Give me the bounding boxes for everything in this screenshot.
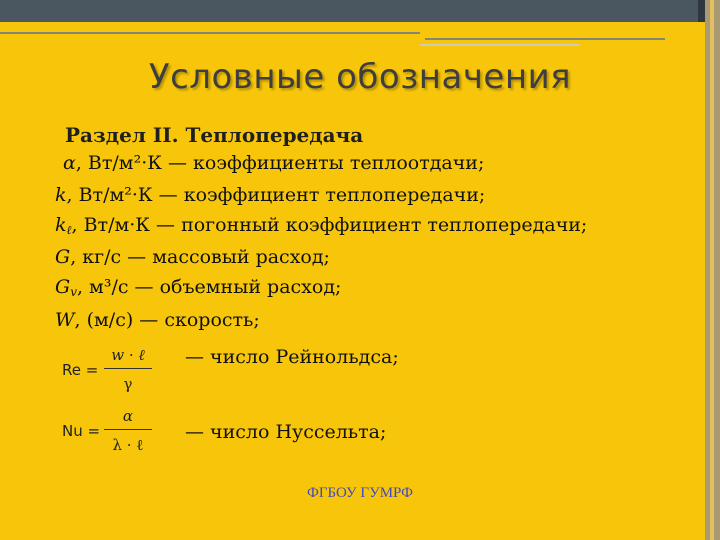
footer-organization: ФГБОУ ГУМРФ [307, 485, 413, 501]
reynolds-equation [62, 346, 182, 401]
fraction-numerator: w · ℓ [111, 346, 145, 364]
decorative-line [0, 32, 420, 34]
reynolds-description: — число Рейнольдса; [185, 346, 399, 368]
definition-text: , Вт/м·К — погонный коэффициент теплопередачи; [71, 214, 588, 236]
symbol: k [55, 184, 67, 206]
fraction-bar [104, 429, 152, 430]
top-bar [0, 0, 698, 22]
fraction [104, 407, 152, 457]
symbol: W [55, 309, 75, 331]
symbol: α [63, 152, 76, 174]
decorative-line [425, 38, 665, 40]
nusselt-description: — число Нуссельта; [185, 421, 387, 443]
definition-row-kl [55, 214, 587, 238]
fraction-bar [104, 368, 152, 369]
fraction [104, 346, 152, 396]
definition-text: , (м/с) — скорость; [74, 309, 260, 331]
definition-text: , м³/с — объемный расход; [76, 276, 342, 298]
definition-row-gv [55, 276, 341, 299]
slide-title: Условные обозначения [148, 57, 572, 97]
symbol: k [55, 214, 67, 236]
symbol: G [55, 276, 71, 298]
definition-row-alpha [63, 152, 484, 175]
decorative-line [420, 44, 580, 46]
symbol-subscript: v [70, 285, 77, 299]
definition-row-w [55, 309, 260, 332]
nusselt-equation [62, 407, 182, 462]
equation-lhs: Nu = [62, 422, 101, 440]
symbol: G [55, 246, 71, 268]
fraction-denominator: γ [123, 375, 133, 393]
definition-row-g [55, 246, 330, 269]
definition-text: , Вт/м²·К — коэффициенты теплоотдачи; [75, 152, 485, 174]
fraction-numerator: α [122, 407, 134, 425]
symbol-subscript: ℓ [66, 223, 72, 237]
equation-lhs: Re = [62, 361, 99, 379]
fraction-denominator: λ · ℓ [112, 436, 144, 454]
definition-row-k [55, 184, 485, 207]
definition-text: , кг/с — массовый расход; [70, 246, 330, 268]
definition-text: , Вт/м²·К — коэффициент теплопередачи; [66, 184, 486, 206]
section-heading: Раздел II. Теплопередача [65, 123, 364, 147]
